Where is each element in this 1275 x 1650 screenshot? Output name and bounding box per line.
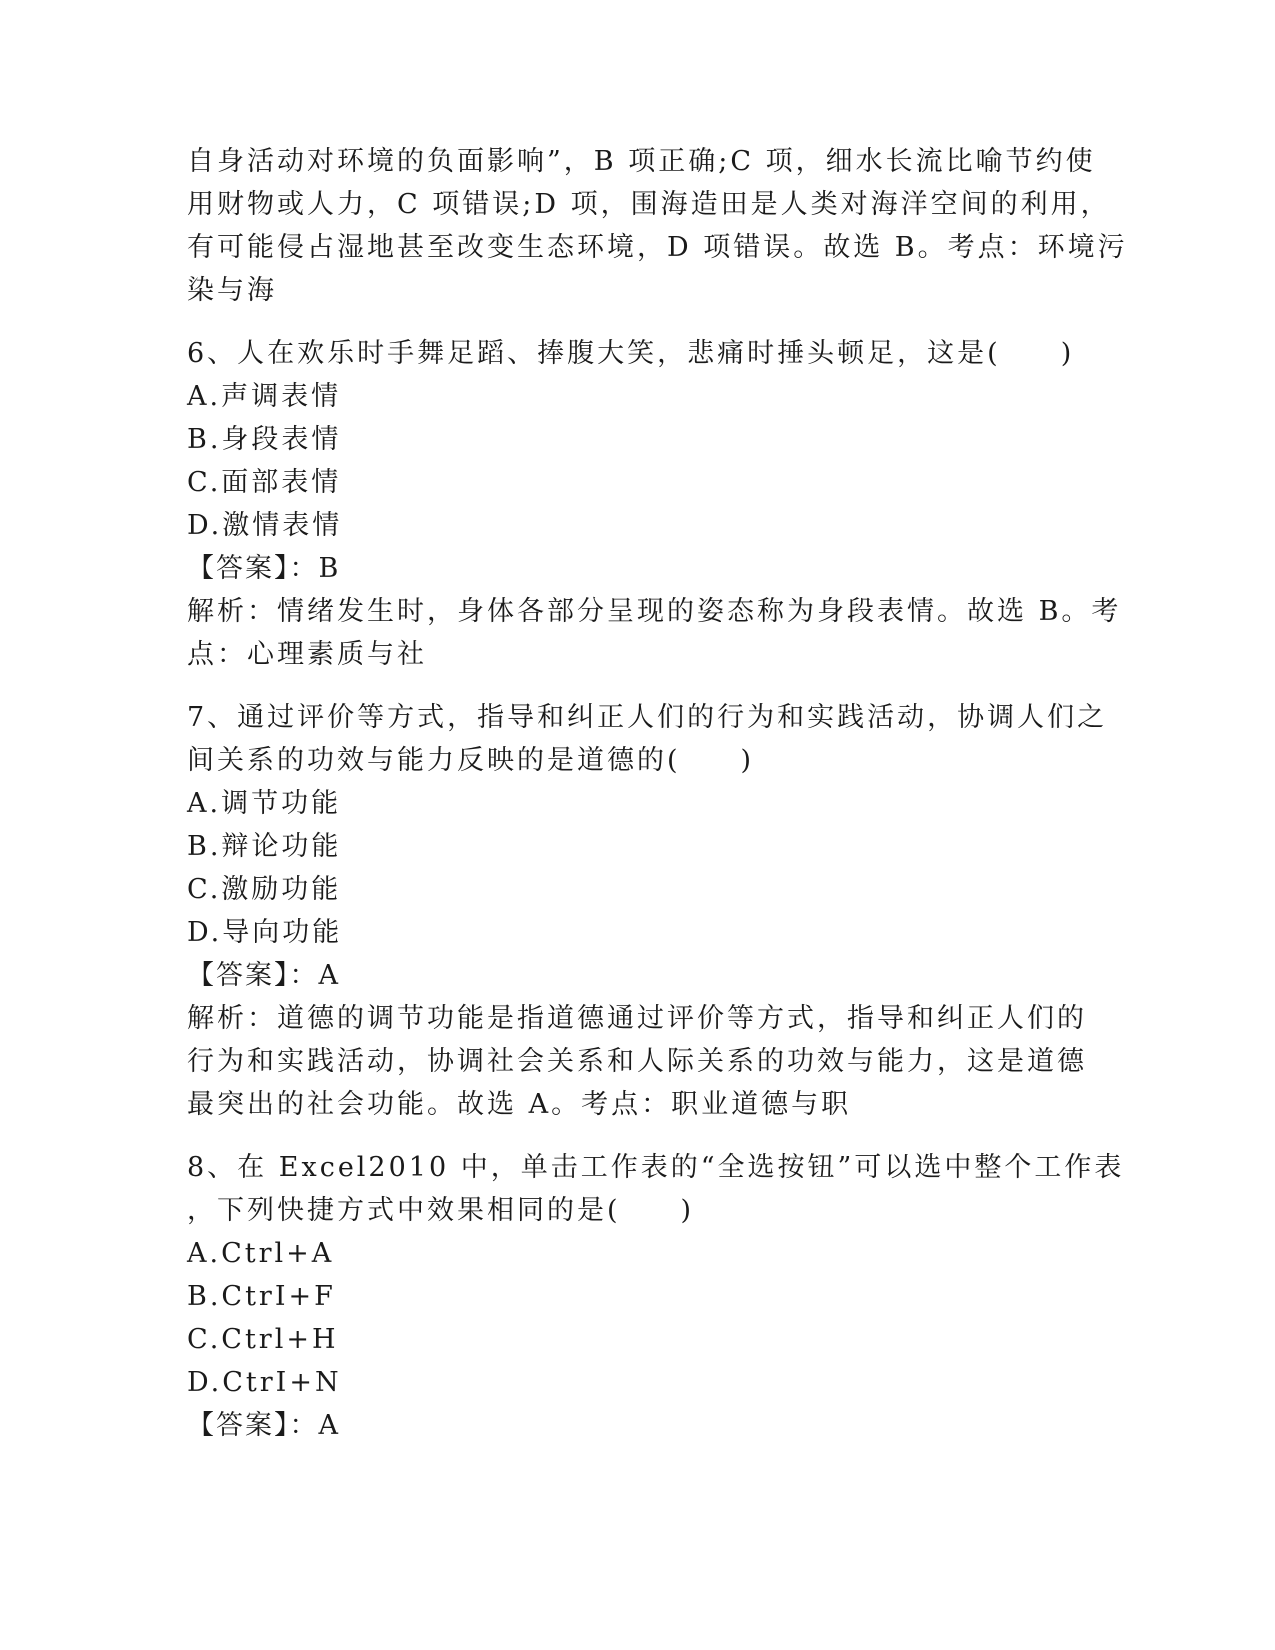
spacer [187,312,1087,332]
document-page [187,140,1128,1447]
answer: 【答案】：A [187,960,340,991]
question-stem: 6、人在欢乐时手舞足蹈、捧腹大笑，悲痛时捶头顿足，这是( ) [187,338,1075,369]
spacer [187,1126,1087,1146]
analysis-line: 解析：情绪发生时，身体各部分呈现的姿态称为身段表情。故选 B。考 [187,596,1122,627]
option-b: B.身段表情 [187,424,342,455]
question-7 [187,696,1108,1126]
option-a: A.调节功能 [187,788,342,819]
analysis-line: 点：心理素质与社 [187,639,427,670]
analysis-line: 自身活动对环境的负面影响”，B 项正确;C 项，细水长流比喻节约使 [187,146,1096,177]
option-d: D.导向功能 [187,917,343,948]
option-c: C.Ctrl+H [187,1324,339,1355]
question-stem: 7、通过评价等方式，指导和纠正人们的行为和实践活动，协调人们之 [187,702,1108,733]
option-a: A.声调表情 [187,381,342,412]
answer: 【答案】：A [187,1410,340,1441]
analysis-line: 最突出的社会功能。故选 A。考点：职业道德与职 [187,1089,852,1120]
question-stem: 间关系的功效与能力反映的是道德的( ) [187,745,755,776]
analysis-line: 染与海 [187,275,277,306]
answer: 【答案】：B [187,553,341,584]
analysis-line: 用财物或人力，C 项错误;D 项，围海造田是人类对海洋空间的利用， [187,189,1111,220]
option-b: B.辩论功能 [187,831,342,862]
prev-analysis [187,140,1128,312]
option-b: B.CtrI+F [187,1281,336,1312]
option-c: C.面部表情 [187,467,342,498]
option-a: A.Ctrl+A [187,1238,335,1269]
analysis-line: 有可能侵占湿地甚至改变生态环境，D 项错误。故选 B。考点：环境污 [187,232,1128,263]
analysis-line: 解析：道德的调节功能是指道德通过评价等方式，指导和纠正人们的 [187,1003,1087,1034]
question-stem: 8、在 Excel2010 中，单击工作表的“全选按钮”可以选中整个工作表 [187,1152,1125,1183]
option-c: C.激励功能 [187,874,342,905]
analysis-line: 行为和实践活动，协调社会关系和人际关系的功效与能力，这是道德 [187,1046,1087,1077]
question-6 [187,332,1122,676]
question-8 [187,1146,1125,1447]
question-stem: ，下列快捷方式中效果相同的是( ) [187,1195,695,1226]
option-d: D.激情表情 [187,510,343,541]
spacer [187,676,1087,696]
option-d: D.CtrI+N [187,1367,342,1398]
